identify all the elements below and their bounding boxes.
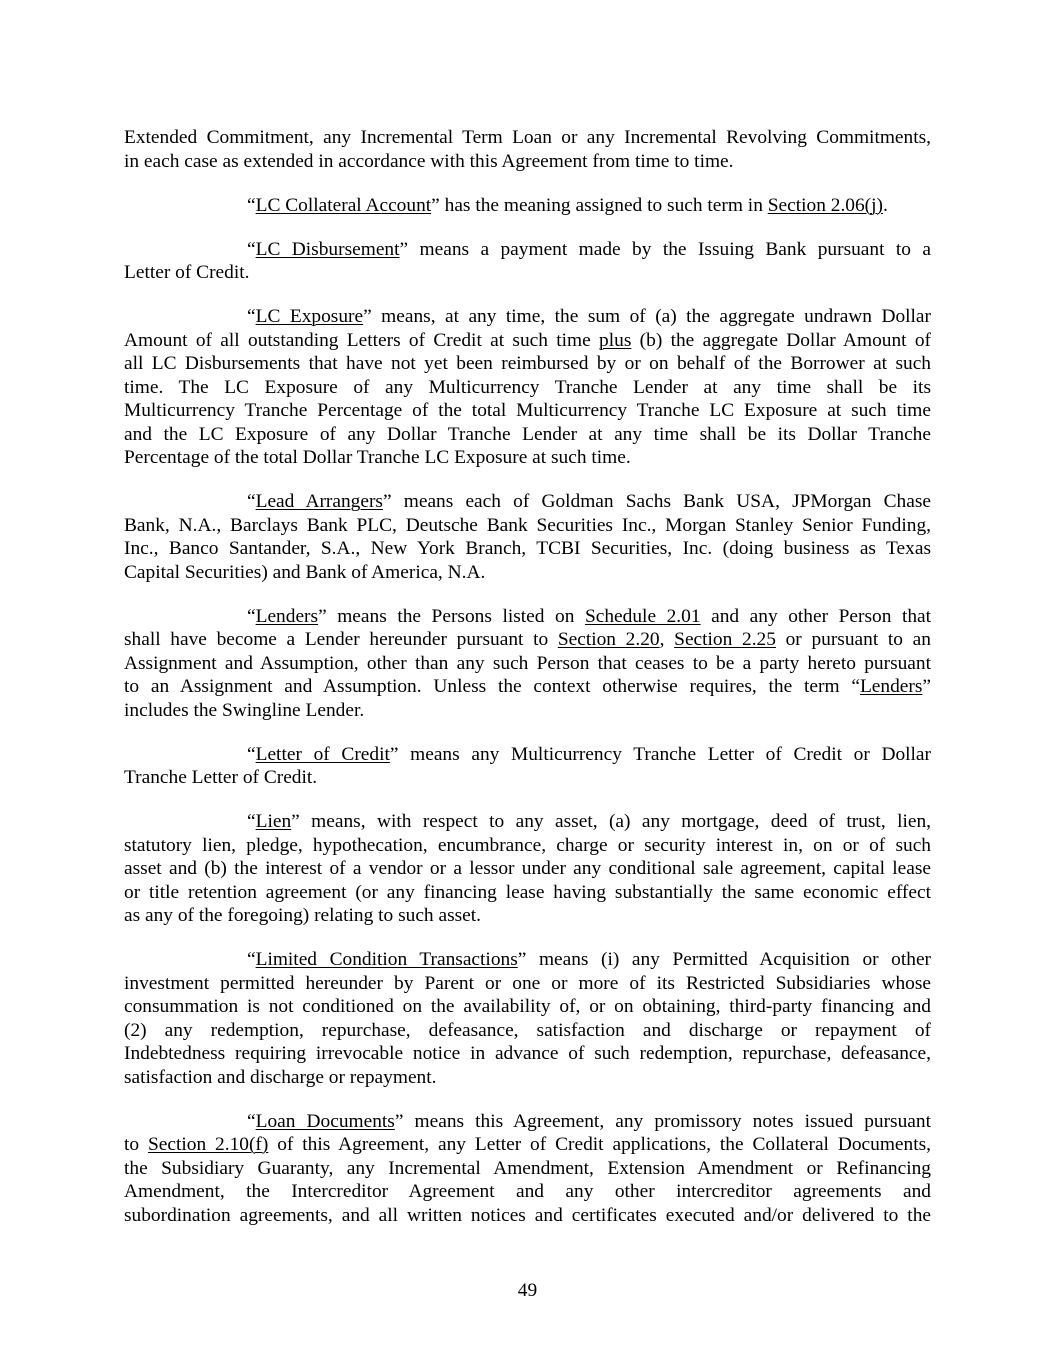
text-run: ” means, with respect to any asset, (a) any mortgage, deed of trust, lien, xyxy=(291,811,931,832)
text-line xyxy=(124,857,931,881)
text-line xyxy=(124,1110,931,1134)
text-run: investment permitted hereunder by Parent or one or more of its Restricted Subsidiaries whose xyxy=(124,972,931,994)
text-line xyxy=(124,376,931,400)
text-line xyxy=(124,261,931,285)
definition-paragraph xyxy=(124,238,931,285)
text-run: as any of the foregoing) relating to such asset. xyxy=(124,905,482,926)
definition-paragraph xyxy=(124,743,931,790)
text-line xyxy=(124,1133,931,1157)
text-run: “ xyxy=(247,1110,256,1132)
text-run: asset and (b) the interest of a vendor or a lessor under any conditional sale agreement, capital lease xyxy=(124,858,931,879)
underlined-term: Section 2.20 xyxy=(557,629,660,650)
text-run: Amendment, the Intercreditor Agreement and any other intercreditor agreements and xyxy=(124,1181,931,1202)
text-line xyxy=(124,537,931,561)
text-line xyxy=(124,1204,931,1228)
text-run: or pursuant to an xyxy=(775,629,931,650)
definition-paragraph xyxy=(124,194,931,218)
text-line xyxy=(124,150,931,174)
text-run: . xyxy=(882,194,888,216)
text-run: “ xyxy=(247,306,256,327)
text-run: “ xyxy=(247,238,256,260)
definition-paragraph xyxy=(124,810,931,928)
text-run: Tranche Letter of Credit. xyxy=(124,767,318,788)
underlined-term: LC Collateral Account xyxy=(255,194,432,216)
text-line xyxy=(124,810,931,834)
text-line xyxy=(124,1019,931,1043)
text-run: “ xyxy=(247,743,256,765)
text-line xyxy=(124,766,931,790)
definition-paragraph xyxy=(124,948,931,1089)
underlined-term: Loan Documents xyxy=(255,1110,395,1132)
definition-paragraph xyxy=(124,1110,931,1228)
underlined-term: Section 2.25 xyxy=(674,629,776,650)
text-line xyxy=(124,675,931,699)
underlined-term: Lien xyxy=(255,811,292,832)
text-line xyxy=(124,399,931,423)
underlined-term: Section 2.10(f) xyxy=(147,1134,269,1155)
text-line xyxy=(124,238,931,262)
underlined-term: Limited Condition Transactions xyxy=(255,949,518,970)
text-run: Multicurrency Tranche Percentage of the total Multicurrency Tranche LC Exposure at such time xyxy=(124,400,931,421)
text-run: Capital Securities) and Bank of America, N.A. xyxy=(124,561,486,583)
text-run: Percentage of the total Dollar Tranche LC Exposure at such time. xyxy=(124,447,631,468)
text-line xyxy=(124,561,931,585)
text-run: includes the Swingline Lender. xyxy=(124,699,365,721)
text-run: Letter of Credit. xyxy=(124,262,250,283)
text-line xyxy=(124,194,931,218)
text-line xyxy=(124,995,931,1019)
underlined-term: Section 2.06(j) xyxy=(767,194,883,216)
text-run: ” means, at any time, the sum of (a) the aggregate undrawn Dollar xyxy=(363,306,931,327)
underlined-term: Letter of Credit xyxy=(255,743,390,765)
text-run: consummation is not conditioned on the availability of, or on obtaining, third-party financing and xyxy=(124,996,931,1017)
text-line xyxy=(124,514,931,538)
text-run: “ xyxy=(247,811,256,832)
text-run: “ xyxy=(247,949,256,970)
text-line xyxy=(124,1066,931,1090)
underlined-term: Lenders xyxy=(859,676,923,697)
text-run: of this Agreement, any Letter of Credit applications, the Collateral Documents, xyxy=(268,1134,931,1155)
text-run: Extended Commitment, any Incremental Term Loan or any Incremental Revolving Commitments, xyxy=(124,127,931,148)
underlined-term: Lenders xyxy=(255,605,319,627)
text-run: ” means any Multicurrency Tranche Letter of Credit or Dollar xyxy=(389,743,931,765)
text-run: (b) the aggregate Dollar Amount of xyxy=(631,329,932,351)
text-line xyxy=(124,1157,931,1181)
text-run: and the LC Exposure of any Dollar Tranche Lender at any time shall be its Dollar Tranche xyxy=(124,423,931,445)
text-line xyxy=(124,423,931,447)
text-line xyxy=(124,948,931,972)
text-run: “ xyxy=(247,605,256,627)
text-run: or title retention agreement (or any financing lease having substantially the same economic effect xyxy=(124,881,931,903)
text-run: statutory lien, pledge, hypothecation, encumbrance, charge or security interest in, on or of such xyxy=(124,834,931,856)
text-run: ” has the meaning assigned to such term in xyxy=(431,194,768,216)
text-run: to xyxy=(124,1134,148,1155)
text-run: shall have become a Lender hereunder pursuant to xyxy=(124,629,558,650)
text-line xyxy=(124,329,931,353)
text-run: ” means each of Goldman Sachs Bank USA, JPMorgan Chase xyxy=(382,491,931,512)
text-line xyxy=(124,1042,931,1066)
text-run: ” means this Agreement, any promissory notes issued pursuant xyxy=(394,1110,931,1132)
text-line xyxy=(124,352,931,376)
page-number: 49 xyxy=(517,1280,538,1301)
text-line xyxy=(124,834,931,858)
text-line xyxy=(124,881,931,905)
text-run: ” xyxy=(922,676,931,697)
text-run: to an Assignment and Assumption. Unless the context otherwise requires, the term “ xyxy=(124,676,860,697)
definition-paragraph xyxy=(124,605,931,723)
text-run: ” means the Persons listed on xyxy=(318,605,585,627)
text-run: Bank, N.A., Barclays Bank PLC, Deutsche Bank Securities Inc., Morgan Stanley Senior Funding, xyxy=(124,514,931,536)
document-body xyxy=(124,126,931,1248)
text-line xyxy=(124,605,931,629)
text-run: time. The LC Exposure of any Multicurrency Tranche Lender at any time shall be its xyxy=(124,376,931,398)
underlined-term: plus xyxy=(599,329,632,351)
text-line xyxy=(124,972,931,996)
text-run: satisfaction and discharge or repayment. xyxy=(124,1066,437,1088)
text-run: “ xyxy=(247,194,256,216)
text-line xyxy=(124,305,931,329)
text-line xyxy=(124,652,931,676)
text-run: ” means (i) any Permitted Acquisition or other xyxy=(517,949,932,970)
definition-paragraph xyxy=(124,305,931,470)
text-line xyxy=(124,1180,931,1204)
text-run: and any other Person that xyxy=(700,605,932,627)
text-run: Assignment and Assumption, other than any such Person that ceases to be a party hereto pursuant xyxy=(124,652,931,674)
text-run: subordination agreements, and all written notices and certificates executed and/or delivered to the xyxy=(124,1204,931,1226)
text-run: Inc., Banco Santander, S.A., New York Branch, TCBI Securities, Inc. (doing business as Texas xyxy=(124,538,931,559)
text-run: “ xyxy=(247,491,256,512)
text-run: Indebtedness requiring irrevocable notice in advance of such redemption, repurchase, defeasance, xyxy=(124,1043,931,1064)
text-run: all LC Disbursements that have not yet been reimbursed by or on behalf of the Borrower at such xyxy=(124,353,931,374)
text-run: ” means a payment made by the Issuing Bank pursuant to a xyxy=(399,238,931,260)
text-run: Amount of all outstanding Letters of Credit at such time xyxy=(124,329,600,351)
text-run: the Subsidiary Guaranty, any Incremental Amendment, Extension Amendment or Refinancing xyxy=(124,1157,931,1179)
definition-paragraph xyxy=(124,126,931,173)
text-line xyxy=(124,743,931,767)
underlined-term: Lead Arrangers xyxy=(255,491,383,512)
text-run: (2) any redemption, repurchase, defeasance, satisfaction and discharge or repayment of xyxy=(124,1019,931,1041)
underlined-term: LC Disbursement xyxy=(255,238,400,260)
text-line xyxy=(124,699,931,723)
text-line xyxy=(124,126,931,150)
text-line xyxy=(124,446,931,470)
text-line xyxy=(124,904,931,928)
underlined-term: LC Exposure xyxy=(255,306,364,327)
definition-paragraph xyxy=(124,490,931,584)
text-line xyxy=(124,490,931,514)
underlined-term: Schedule 2.01 xyxy=(584,605,701,627)
text-run: , xyxy=(659,629,675,650)
text-line xyxy=(124,628,931,652)
text-run: in each case as extended in accordance with this Agreement from time to time. xyxy=(124,150,734,172)
